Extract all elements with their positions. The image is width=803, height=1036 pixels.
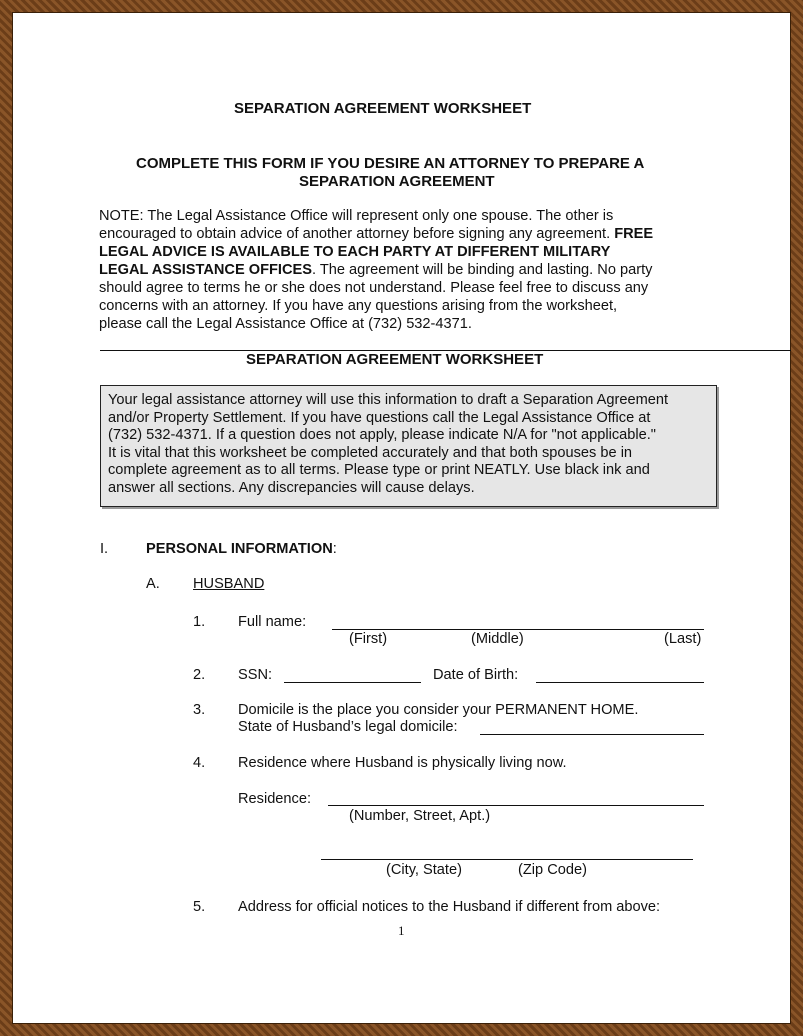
doc-title: SEPARATION AGREEMENT WORKSHEET	[234, 100, 532, 117]
address-label: Address for official notices to the Husband if different from above:	[238, 899, 661, 915]
note-line-6: concerns with an attorney. If you have any questions arising from the worksheet,	[99, 298, 618, 314]
part-1-title: PERSONAL INFORMATION	[146, 541, 333, 557]
dob-field[interactable]	[536, 682, 704, 683]
instruction-text	[108, 392, 668, 498]
residence-question: Residence where Husband is physically living now.	[238, 755, 567, 771]
item-1-number: 1.	[193, 614, 206, 630]
part-1-colon: :	[332, 541, 337, 557]
subtitle-line-1: COMPLETE THIS FORM IF YOU DESIRE AN ATTORNEY TO PREPARE A	[136, 155, 645, 172]
part-1-number: I.	[100, 541, 109, 557]
domicile-line-1: Domicile is the place you consider your PERMANENT HOME.	[238, 702, 639, 718]
note-line-2-text: encouraged to obtain advice of another attorney before signing any agreement.	[99, 226, 615, 242]
note-line-2	[99, 226, 653, 244]
instruction-box	[100, 385, 717, 507]
note-line-7: please call the Legal Assistance Office at (732) 532-4371.	[99, 316, 472, 332]
note-line-5: should agree to terms he or she does not understand. Please feel free to discuss any	[99, 280, 649, 296]
ssn-field[interactable]	[284, 682, 421, 683]
box-line-6: answer all sections. Any discrepancies will cause delays.	[108, 479, 475, 496]
note-line-3: LEGAL ADVICE IS AVAILABLE TO EACH PARTY AT DIFFERENT MILITARY	[99, 244, 611, 260]
part-a-title: HUSBAND	[193, 576, 265, 592]
document-page	[12, 12, 791, 1024]
zip-caption: (Zip Code)	[518, 862, 587, 878]
item-4-number: 4.	[193, 755, 206, 771]
part-a-number: A.	[146, 576, 160, 592]
item-3-number: 3.	[193, 702, 206, 718]
ssn-label: SSN:	[238, 667, 273, 683]
city-caption: (City, State)	[386, 862, 462, 878]
full-name-field[interactable]	[332, 629, 704, 630]
note-free-bold: FREE	[614, 226, 654, 242]
street-caption: (Number, Street, Apt.)	[349, 808, 491, 824]
residence-label: Residence:	[238, 791, 312, 807]
dob-label: Date of Birth:	[433, 667, 519, 683]
first-caption: (First)	[349, 631, 388, 647]
note-offices-bold: LEGAL ASSISTANCE OFFICES	[99, 262, 312, 278]
box-line-4: It is vital that this worksheet be completed accurately and that both spouses be in	[108, 444, 633, 461]
item-2-number: 2.	[193, 667, 206, 683]
residence-city-field[interactable]	[321, 859, 693, 860]
note-line-1: NOTE: The Legal Assistance Office will represent only one spouse. The other is	[99, 208, 614, 224]
full-name-label: Full name:	[238, 614, 307, 630]
box-line-1: Your legal assistance attorney will use this information to draft a Separation Agreement	[108, 392, 669, 408]
page-number: 1	[398, 923, 405, 938]
box-line-3: (732) 532-4371. If a question does not apply, please indicate N/A for "not applicable."	[108, 427, 656, 444]
section-title: SEPARATION AGREEMENT WORKSHEET	[246, 351, 544, 368]
subtitle-line-2: SEPARATION AGREEMENT	[299, 173, 495, 190]
note-line-4	[99, 262, 652, 280]
middle-caption: (Middle)	[471, 631, 524, 647]
last-caption: (Last)	[664, 631, 702, 647]
item-5-number: 5.	[193, 899, 206, 915]
part-1-heading	[146, 541, 337, 558]
residence-street-field[interactable]	[328, 805, 704, 806]
domicile-label: State of Husband’s legal domicile:	[238, 719, 458, 735]
box-line-5: complete agreement as to all terms. Please type or print NEATLY. Use black ink and	[108, 462, 650, 479]
domicile-field[interactable]	[480, 734, 704, 735]
note-line-4-text: . The agreement will be binding and lasting. No party	[311, 262, 653, 278]
box-line-2: and/or Property Settlement. If you have questions call the Legal Assistance Office at	[108, 409, 651, 426]
